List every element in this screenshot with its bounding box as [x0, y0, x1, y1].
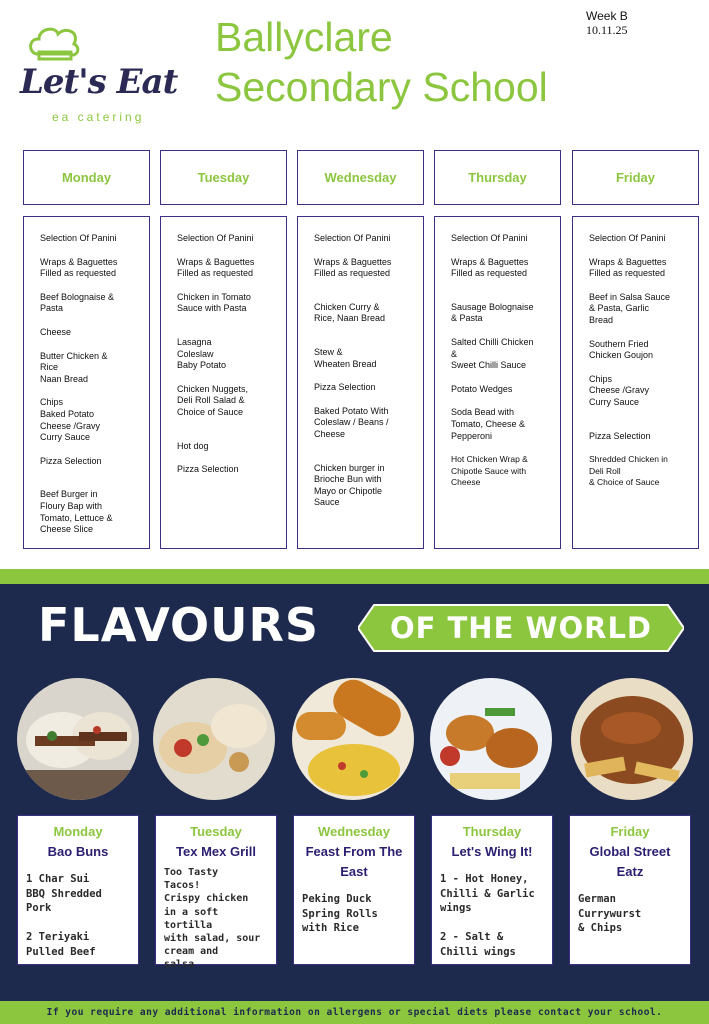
- menu-item: Sausage Bolognaise & Pasta: [451, 301, 534, 324]
- footer-text: If you require any additional information on allergens or special diets please contact your school.: [46, 1007, 663, 1018]
- day-header-thursday: Thursday: [434, 150, 561, 205]
- menu-item: Pizza Selection: [177, 464, 239, 475]
- menu-item: Soda Bead with Tomato, Cheese & Pepperoni: [451, 407, 526, 441]
- theme-title: Feast From The East: [305, 844, 403, 879]
- menu-item: Wraps & Baguettes Filled as requested: [589, 256, 667, 279]
- spring-rolls-photo: [292, 678, 414, 800]
- menu-item: Chicken Nuggets, Deli Roll Salad & Choice of Sauce: [177, 383, 249, 417]
- menu-item: Selection Of Panini: [451, 233, 528, 243]
- menu-item: Chips Baked Potato Cheese /Gravy Curry Sauce: [40, 397, 101, 443]
- theme-body: Peking Duck Spring Rolls with Rice: [302, 893, 378, 934]
- menu-item: Wraps & Baguettes Filled as requested: [451, 256, 529, 279]
- menu-item: Butter Chicken & Rice Naan Bread: [40, 350, 108, 384]
- menu-item: Chicken Curry & Rice, Naan Bread: [314, 301, 386, 324]
- theme-title: Bao Buns: [47, 844, 109, 859]
- menu-item: Pizza Selection: [589, 430, 651, 441]
- theme-body: Too Tasty Tacos! Crispy chicken in a soft tortilla with salad, sour cream and salsa: [164, 867, 261, 971]
- menu-item: Beef in Salsa Sauce & Pasta, Garlic Bread: [589, 291, 671, 325]
- theme-card-friday: [569, 815, 691, 965]
- theme-card-thursday: [431, 815, 553, 965]
- theme-body: German Currywurst & Chips: [578, 893, 642, 934]
- theme-card-wednesday: [293, 815, 415, 965]
- menu-item: Chips Cheese /Gravy Curry Sauce: [589, 373, 650, 407]
- menu-thursday: [434, 216, 561, 549]
- menu-item: Wraps & Baguettes Filled as requested: [314, 256, 392, 279]
- menu-item: Shredded Chicken in Deli Roll & Choice of Sauce: [589, 454, 668, 488]
- menu-item: Potato Wedges: [451, 383, 513, 394]
- menu-tuesday: [160, 216, 287, 549]
- theme-title: Let's Wing It!: [451, 844, 533, 859]
- school-name-line1: Ballyclare: [215, 14, 393, 60]
- school-name-line2: Secondary School: [215, 64, 548, 110]
- day-header-wednesday: Wednesday: [297, 150, 424, 205]
- green-divider: [0, 569, 709, 584]
- chef-hat-icon: [26, 24, 82, 62]
- menu-item: Pizza Selection: [40, 455, 102, 466]
- menu-item: Pizza Selection: [314, 382, 376, 393]
- logo-wordmark: Let's Eat: [20, 62, 178, 102]
- theme-day: Tuesday: [190, 824, 242, 839]
- theme-body: 1 Char Sui BBQ Shredded Pork 2 Teriyaki Pulled Beef: [26, 873, 102, 958]
- flavours-title: FLAVOURS: [38, 598, 320, 652]
- logo-subtitle: ea catering: [52, 110, 145, 124]
- menu-item: Selection Of Panini: [40, 233, 117, 243]
- menu-wednesday: [297, 216, 424, 549]
- theme-card-monday: [17, 815, 139, 965]
- menu-item: Cheese: [40, 326, 72, 337]
- menu-item: Selection Of Panini: [177, 233, 254, 243]
- theme-day: Thursday: [462, 824, 522, 839]
- menu-date: 10.11.25: [586, 23, 628, 37]
- menu-item: Hot Chicken Wrap & Chipotle Sauce with Cheese: [451, 454, 528, 488]
- tacos-photo: [153, 678, 275, 800]
- menu-item: Salted Chilli Chicken & Sweet Chilli Sauce: [451, 336, 534, 371]
- menu-item: Wraps & Baguettes Filled as requested: [177, 256, 255, 279]
- theme-title: Tex Mex Grill: [176, 844, 256, 859]
- menu-item: Hot dog: [177, 440, 209, 451]
- theme-body: 1 - Hot Honey, Chilli & Garlic wings 2 - Salt & Chilli wings: [440, 873, 535, 958]
- theme-card-tuesday: [155, 815, 277, 971]
- menu-item: Southern Fried Chicken Goujon: [589, 338, 654, 361]
- day-header-monday: Monday: [23, 150, 150, 205]
- week-label: Week B: [586, 9, 628, 23]
- theme-day: Friday: [610, 824, 650, 839]
- lets-eat-logo: [18, 22, 183, 127]
- menu-monday: [23, 216, 150, 549]
- menu-item: Baked Potato With Coleslaw / Beans / Cheese: [314, 405, 389, 439]
- menu-item: Beef Burger in Floury Bap with Tomato, Lettuce & Cheese Slice: [40, 489, 113, 535]
- menu-friday: [572, 216, 699, 549]
- allergen-footer: [0, 1001, 709, 1024]
- menu-item: Beef Bolognaise & Pasta: [40, 291, 115, 314]
- menu-item: Lasagna Coleslaw Baby Potato: [177, 336, 227, 371]
- menu-item: Chicken burger in Brioche Bun with Mayo or Chipotle Sauce: [314, 462, 385, 508]
- banner-text: OF THE WORLD: [389, 611, 653, 645]
- day-header-friday: Friday: [572, 150, 699, 205]
- menu-item: Wraps & Baguettes Filled as requested: [40, 256, 118, 279]
- theme-day: Wednesday: [317, 824, 390, 839]
- menu-item: Selection Of Panini: [314, 233, 391, 243]
- theme-title: Global Street Eatz: [589, 844, 671, 879]
- theme-day: Monday: [53, 824, 103, 839]
- of-the-world-banner: [358, 602, 684, 654]
- menu-item: Selection Of Panini: [589, 233, 666, 243]
- bao-buns-photo: [17, 678, 139, 800]
- wings-photo: [430, 678, 552, 800]
- day-header-tuesday: Tuesday: [160, 150, 287, 205]
- menu-item: Chicken in Tomato Sauce with Pasta: [177, 291, 251, 314]
- menu-item: Stew & Wheaten Bread: [314, 346, 377, 369]
- currywurst-photo: [571, 678, 693, 800]
